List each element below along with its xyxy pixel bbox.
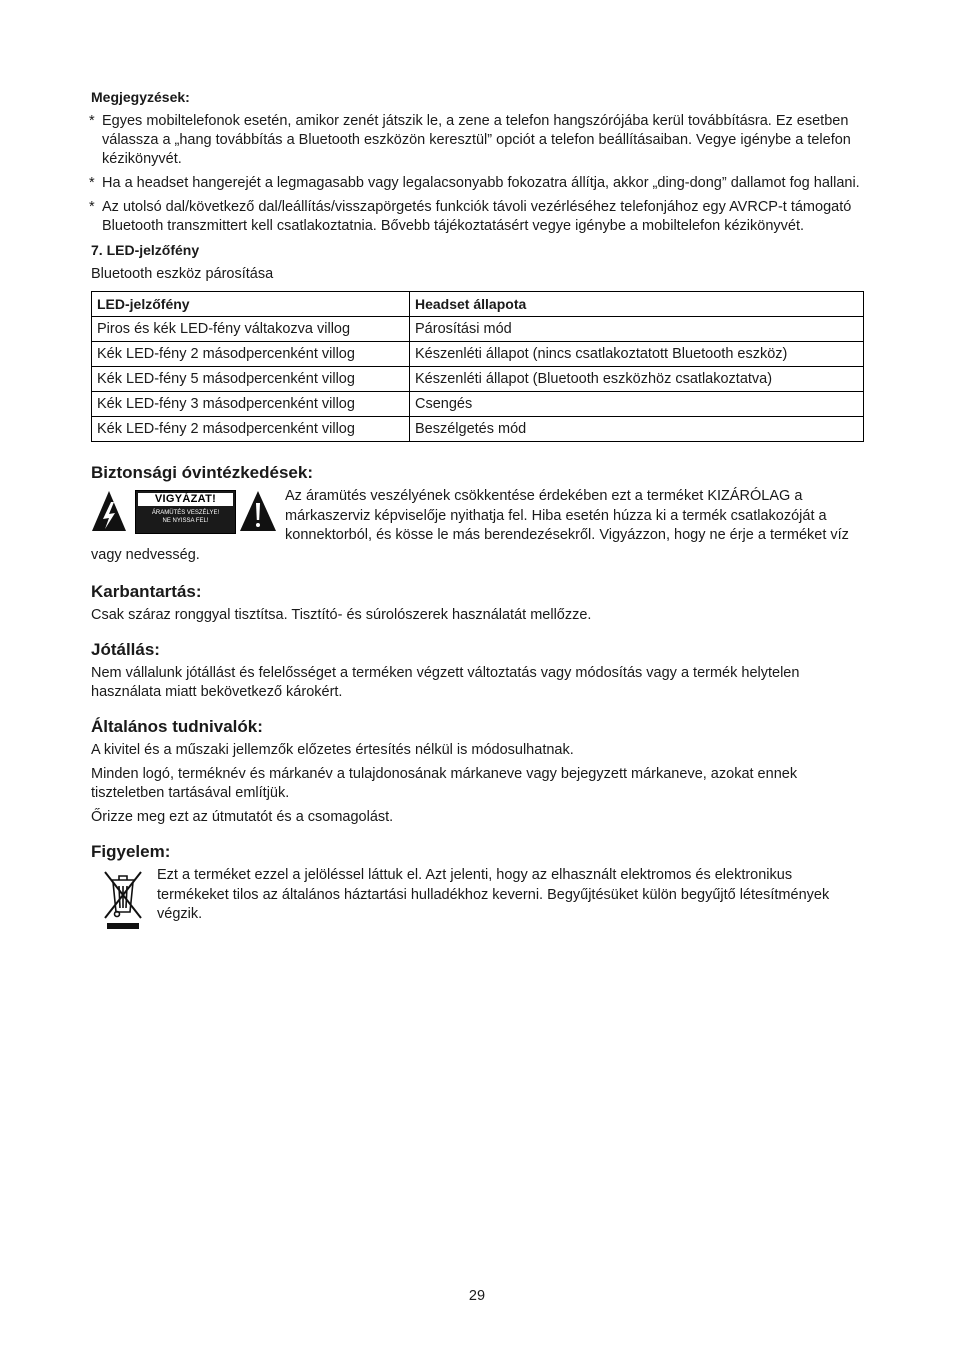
general-heading: Általános tudnivalók: — [91, 717, 263, 736]
notes-title: Megjegyzések: — [91, 89, 190, 105]
maintenance-heading: Karbantartás: — [91, 582, 202, 601]
warranty-heading: Jótállás: — [91, 640, 160, 659]
lightning-warning-icon — [91, 490, 127, 532]
general-text-3: Őrizze meg ezt az útmutatót és a csomagolást. — [91, 809, 394, 825]
note-item — [91, 112, 864, 169]
led-subtitle: Bluetooth eszköz párosítása — [91, 266, 274, 282]
safety-icons — [91, 487, 281, 535]
bullet-star: * — [89, 199, 95, 215]
caution-sub-1: ÁRAMÜTÉS VESZÉLYE! — [151, 510, 220, 516]
table-cell: Kék LED-fény 2 másodpercenként villog — [92, 417, 410, 442]
table-row — [92, 392, 864, 417]
caution-sub-2: NE NYISSA FEL! — [162, 518, 209, 524]
table-row — [92, 417, 864, 442]
table-cell: Készenléti állapot (Bluetooth eszközhöz csatlakoztatva) — [410, 367, 864, 392]
bullet-star: * — [89, 175, 95, 191]
table-row — [92, 342, 864, 367]
safety-heading: Biztonsági óvintézkedések: — [91, 463, 314, 482]
note-item — [91, 198, 864, 236]
note-text: Az utolsó dal/következő dal/leállítás/visszapörgetés funkciók távoli vezérléséhez telefonjához egy AVRCP-t támogató Bluetooth transzmittert kell csatlakoztatnia. Bővebb tájékoztatásért vegye igénybe a mobiltelefon kézikönyvét. — [102, 199, 852, 234]
table-cell: Kék LED-fény 3 másodpercenként villog — [92, 392, 410, 417]
safety-section — [91, 487, 864, 565]
table-row — [92, 317, 864, 342]
attention-section — [91, 866, 864, 930]
bullet-star: * — [89, 113, 95, 129]
table-cell: Készenléti állapot (nincs csatlakoztatott Bluetooth eszköz) — [410, 342, 864, 367]
column-header: LED-jelzőfény — [92, 292, 410, 317]
note-text: Ha a headset hangerejét a legmagasabb vagy legalacsonyabb fokozatra állítja, akkor „ding-dong” dallamot fog hallani. — [102, 175, 860, 191]
note-text: Egyes mobiltelefonok esetén, amikor zenét játszik le, a zene a telefon hangszórójába kerül továbbításra. Ez esetben válassza a „hang továbbítás a Bluetooth eszközön keresztül” opciót a telefon beállításaiban. Vegye igénybe a telefon kézikönyvét. — [102, 113, 851, 167]
table-cell: Kék LED-fény 5 másodpercenként villog — [92, 367, 410, 392]
page-number: 29 — [468, 1288, 486, 1304]
general-text-1: A kivitel és a műszaki jellemzők előzetes értesítés nélkül is módosulhatnak. — [91, 742, 574, 758]
attention-heading: Figyelem: — [91, 842, 171, 861]
safety-text: Az áramütés veszélyének csökkentése érdekében ezt a terméket KIZÁRÓLAG a márkaszerviz képviselője nyithatja fel. Hiba esetén húzza ki a termék csatlakozóját a konnektorból, és kösse le más berendezésekről. Vigyázzon, hogy ne érje a terméket víz vagy nedvesség. — [91, 488, 849, 563]
column-header: Headset állapota — [410, 292, 864, 317]
table-cell: Beszélgetés mód — [410, 417, 864, 442]
warranty-text: Nem vállalunk jótállást és felelősséget a terméken végzett változtatás vagy módosítás vagy a termék helytelen használata miatt bekövetkező károkért. — [91, 665, 800, 700]
caution-label-box — [135, 490, 236, 534]
table-row — [92, 367, 864, 392]
table-cell: Piros és kék LED-fény váltakozva villog — [92, 317, 410, 342]
table-cell: Csengés — [410, 392, 864, 417]
caution-label: VIGYÁZAT! — [138, 493, 233, 506]
table-cell: Kék LED-fény 2 másodpercenként villog — [92, 342, 410, 367]
general-text-2: Minden logó, terméknév és márkanév a tulajdonosának márkaneve vagy bejegyzett márkaneve, azokat ennek tiszteletben tartásával említjük. — [91, 766, 798, 801]
exclamation-warning-icon — [239, 490, 277, 532]
note-item — [91, 174, 864, 193]
weee-crossed-bin-icon — [97, 868, 149, 930]
led-table — [91, 291, 864, 442]
table-header-row — [92, 292, 864, 317]
document-page — [91, 88, 864, 930]
table-cell: Párosítási mód — [410, 317, 864, 342]
maintenance-text: Csak száraz ronggyal tisztítsa. Tisztító- és súrolószerek használatát mellőzze. — [91, 607, 592, 623]
attention-text: Ezt a terméket ezzel a jelöléssel láttuk el. Azt jelenti, hogy az elhasznált elektromos és elektronikus termékeket tilos az általános háztartási hulladékhoz keverni. Begyűjtésüket külön begyűjtő létesítmények végzik. — [157, 867, 830, 922]
led-section-title: 7. LED-jelzőfény — [91, 242, 200, 258]
